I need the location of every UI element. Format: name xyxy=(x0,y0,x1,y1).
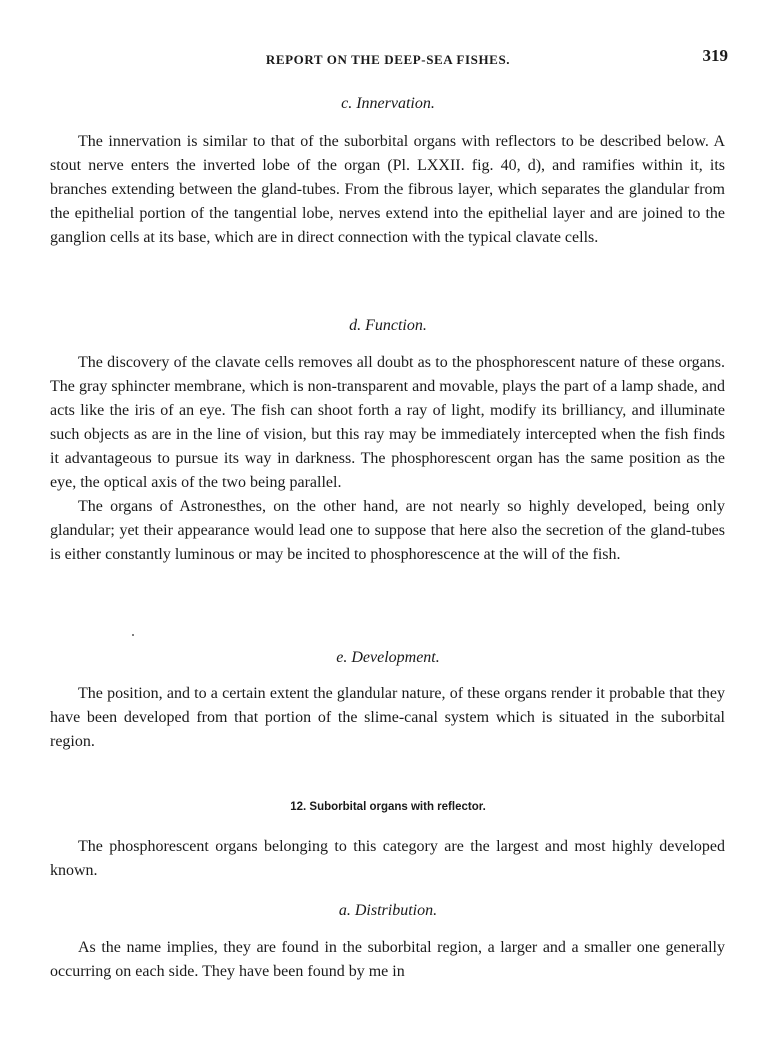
paragraph: The organs of Astronesthes, on the other hand, are not nearly so highly developed, being only glandular; yet their appearance would lead one to suppose that here also the secretion of the gland-tubes is either constantly luminous or may be incited to phosphorescence at the will of the fish. xyxy=(50,498,725,563)
paragraph: The innervation is similar to that of the suborbital organs with reflectors to be described below. A stout nerve enters the inverted lobe of the organ (Pl. LXXII. fig. 40, d), and ramifies within it, its branches extending between the gland-tubes. From the fibrous layer, which separates the glandular from the epithelial portion of the tangential lobe, nerves extend into the epithelial layer and are joined to the ganglion cells at its base, which are in direct connection with the typical clavate cells. xyxy=(50,133,725,246)
section-body-innervation xyxy=(50,130,725,250)
section-body-function xyxy=(50,351,725,567)
section-body-distribution xyxy=(50,936,725,984)
paragraph: The discovery of the clavate cells removes all doubt as to the phosphorescent nature of these organs. The gray sphincter membrane, which is non-transparent and movable, plays the part of a lamp shade, and acts like the iris of an eye. The fish can shoot forth a ray of light, modify its brilliancy, and illuminate such objects as are in the line of vision, but this ray may be immediately intercepted when the fish finds it advantageous to pursue its way in darkness. The phosphorescent organ has the same position as the eye, the optical axis of the two being parallel. xyxy=(50,354,725,491)
paragraph: As the name implies, they are found in the suborbital region, a larger and a smaller one generally occurring on each side. They have been found by me in xyxy=(50,939,725,980)
paragraph: The position, and to a certain extent the glandular nature, of these organs render it probable that they have been developed from that portion of the slime-canal system which is situated in the suborbital region. xyxy=(50,685,725,750)
section-heading-function: d. Function. xyxy=(349,317,427,334)
section-heading-development: e. Development. xyxy=(336,649,440,666)
paragraph: The phosphorescent organs belonging to this category are the largest and most highly developed known. xyxy=(50,838,725,879)
section-body-suborbital xyxy=(50,835,725,883)
stray-mark xyxy=(132,634,134,636)
section-body-development xyxy=(50,682,725,754)
section-heading-innervation: c. Innervation. xyxy=(341,95,435,112)
page-number: 319 xyxy=(702,46,728,65)
running-title: REPORT ON THE DEEP-SEA FISHES. xyxy=(265,52,511,67)
section-heading-distribution: a. Distribution. xyxy=(338,902,438,919)
section-heading-suborbital: 12. Suborbital organs with reflector. xyxy=(290,801,486,813)
running-head xyxy=(48,46,728,72)
